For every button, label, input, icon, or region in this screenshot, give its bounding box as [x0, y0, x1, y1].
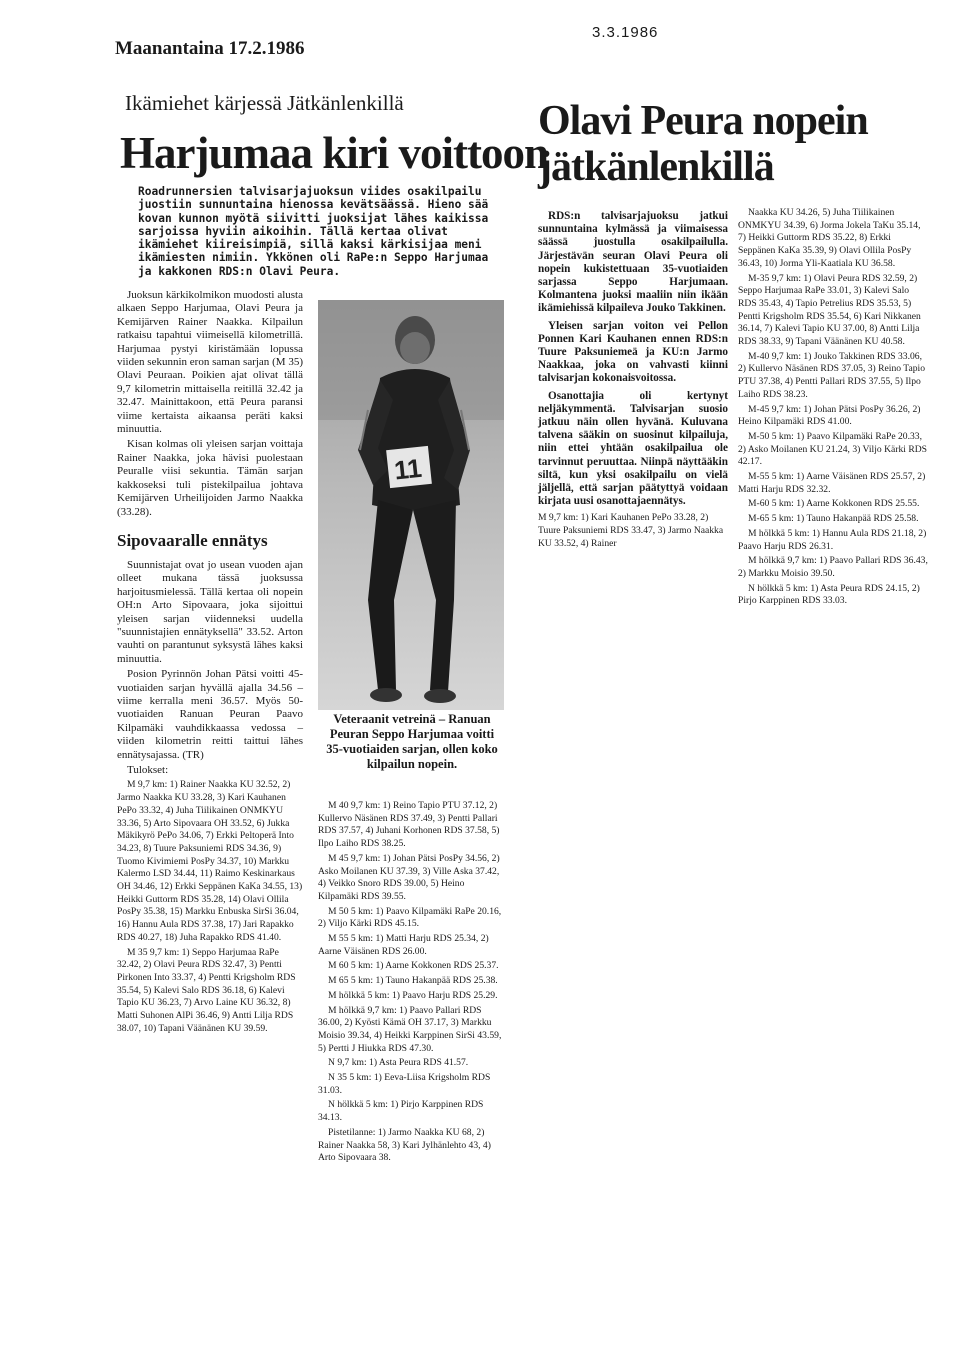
results-paragraph: M hölkkä 5 km: 1) Hannu Aula RDS 21.18, 2) Paavo Harju RDS 26.31. [738, 527, 927, 552]
results-paragraph: M-35 9,7 km: 1) Olavi Peura RDS 32.59, 2) Seppo Harjumaa RaPe 33.01, 3) Kalevi Salo RDS 35.43, 4) Tapio Petrelius RDS 35.53, 5) Pentti Krigsholm RDS 35.54, 6) Kari Nikkanen 36.14, 7) Kalevi Tapio KU 37.00, 8) Antti Lilja RDS 38.33, 9) Tapani Väänänen KU 40.58. [738, 272, 921, 348]
results-paragraph: N hölkkä 5 km: 1) Asta Peura RDS 24.15, 2) Pirjo Karppinen RDS 33.03. [738, 582, 920, 607]
left-article-column-2 [318, 800, 504, 1167]
right-article-column-1 [538, 210, 728, 555]
left-article-kicker: Ikämiehet kärjessä Jätkänlenkillä [125, 91, 404, 115]
results-paragraph: M hölkkä 9,7 km: 1) Paavo Pallari RDS 36.43, 2) Markku Moisio 39.50. [738, 555, 928, 579]
body-paragraph: Suunnistajat ovat jo usean vuoden ajan olleet mukana tässä juoksussa harjoitusmielessä. Tällä kertaa oli nopein OH:n Arto Sipovaara, joka sijoittui yleisen sarjan viidenneksi uudella "suunnistajien ennätyksellä" 33.52. Arton vauhti on parantunut syksystä lähes kaksi minuuttia. [117, 558, 303, 665]
results-paragraph: M-55 5 km: 1) Aarne Väisänen RDS 25.57, 2) Matti Harju RDS 32.32. [738, 471, 926, 495]
results-paragraph: M 50 5 km: 1) Paavo Kilpamäki RaPe 20.16, 2) Viljo Kärki RDS 45.15. [318, 905, 502, 930]
bib-number: 11 [392, 452, 424, 486]
results-label: Tulokset: [127, 764, 169, 776]
results-paragraph: M-65 5 km: 1) Tauno Hakanpää RDS 25.58. [748, 513, 919, 525]
results-paragraph: M 9,7 km: 1) Kari Kauhanen PePo 33.28, 2) Tuure Paksuniemi RDS 33.47, 3) Jarmo Naakka KU 33.52, 4) Rainer [538, 512, 724, 549]
subheading: Sipovaaralle ennätys [117, 530, 268, 550]
right-article-column-2 [738, 207, 928, 610]
results-paragraph: M hölkkä 5 km: 1) Paavo Harju RDS 25.29. [328, 989, 498, 1001]
left-article-headline: Harjumaa kiri voittoon [120, 128, 548, 178]
lead-paragraph: Yleisen sarjan voiton vei Pellon Ponnen Kari Kauhanen ennen RDS:n Tuure Paksuniemeä ja KU:n Jarmo Naakkaa, joka on vahvasti kiinni talvisarjan kokonaisvoitossa. [538, 319, 728, 385]
results-paragraph: M 60 5 km: 1) Aarne Kokkonen RDS 25.37. [328, 960, 499, 972]
results-paragraph: M hölkkä 9,7 km: 1) Paavo Pallari RDS 36.00, 2) Kyösti Kämä OH 37.17, 3) Markku Moisio 39.34, 4) Heikki Karppinen SirSi 43.59, 5) Pertti J Hiukka RDS 47.30. [318, 1004, 502, 1054]
results-paragraph: Naakka KU 34.26, 5) Juha Tiilikainen ONMKYU 34.39, 6) Jorma Jokela TaKu 35.14, 7) Heikki Guttorm RDS 35.22, 8) Erkki Seppänen KaKa 35.39, 9) Olavi Ollila PosPy 36.43, 10) Jorma Yli-Kaatiala KU 36.58. [738, 207, 921, 269]
results-paragraph: M 35 9,7 km: 1) Seppo Harjumaa RaPe 32.42, 2) Olavi Peura RDS 32.47, 3) Pentti Pirkonen Into 33.37, 4) Pentti Krigsholm RDS 35.54, 5) Kalevi Salo RDS 36.18, 6) Kalevi Tapio KU 36.23, 7) Arvo Laine KU 36.32, 8) Matti Suhonen AlPi 36.46, 9) Antti Lilja RDS 38.07, 10) Tapani Väänänen KU 39.59. [117, 946, 296, 1034]
body-paragraph: Kisan kolmas oli yleisen sarjan voittaja Rainer Naakka, joka hävisi puolestaan Peuralle viisi sekuntia. Tämän sarjan kakkoseksi tuli pistekilpailua johtava Kemijärven Urheilijoiden Jarmo Naakka (33.28). [117, 438, 303, 518]
left-article-column-1 [117, 289, 303, 1037]
photo-caption: Veteraanit vetreinä – Ranuan Peuran Seppo Harjumaa voitti 35-vuotiaiden sarjan, ollen koko kilpailun nopein. [326, 712, 498, 771]
results-paragraph: M-45 9,7 km: 1) Johan Pätsi PosPy 36.26, 2) Heino Kilpamäki RDS 41.00. [738, 403, 921, 428]
results-paragraph: M 55 5 km: 1) Matti Harju RDS 25.34, 2) Aarne Väisänen RDS 26.00. [318, 933, 489, 957]
results-paragraph: M-60 5 km: 1) Aarne Kokkonen RDS 25.55. [748, 498, 920, 510]
right-article-headline [538, 98, 898, 190]
results-paragraph: M 9,7 km: 1) Rainer Naakka KU 32.52, 2) Jarmo Naakka KU 33.28, 3) Kari Kauhanen PePo 33.32, 4) Juha Tiilikainen ONMKYU 33.36, 5) Arto Sipovaara OH 33.52, 6) Jukka Mäkikyrö PePo 34.06, 7) Erkki Peltoperä Into 34.23, 8) Tuure Paksuniemi RDS 34.36, 9) Tuomo Kivimiemi PosPy 34.37, 10) Markku Kalermo LSD 34.44, 11) Raimo Keskinarkaus OH 34.46, 12) Erkki Seppänen KaKa 34.55, 13) Heikki Guttorm RDS 35.28, 14) Olavi Ollila PosPy 35.38, 15) Markku Enbuska SirSi 36.04, 16) Hannu Aula RDS 37.38, 17) Jari Rapakko RDS 40.27, 18) Juha Rapakko RDS 41.40. [117, 779, 303, 943]
lead-paragraph: Osanottajia oli kertynyt neljäkymmentä. Talvisarjan suosio jatkuu näin ollen hyvänä. Kuluvana talvena sääkin on suosinut kilpailuja, niin ettei yhtään osakilpailua ole tarvinnut peruuttaa. Niinpä näyttääkin siltä, kun yksi osakilpailu on vielä jäljellä, että sarjan päätyttyä voidaan kirjata uusi osanottajaennätys. [538, 389, 728, 508]
results-paragraph: Pistetilanne: 1) Jarmo Naakka KU 68, 2) Rainer Naakka 58, 3) Kari Jylhänlehto 43, 4) Arto Sipovaara 38. [318, 1126, 491, 1164]
results-paragraph: N hölkkä 5 km: 1) Pirjo Karppinen RDS 34.13. [318, 1099, 484, 1124]
runner-photo [318, 300, 504, 710]
body-paragraph: Juoksun kärkikolmikon muodosti alusta alkaen Seppo Harjumaa, Olavi Peura ja Kemijärven Rainer Naakka. Kilpailun ratkaisu tapahtui viimeisellä kilometrillä. Harjumaa pystyi kiristämään lopussa viiden sekunnin eron saman sarjan (M 35) Olavi Peuraan. Poikien ajat olivat tällä 9,7 kilometrin mittaisella reitillä 32.42 ja 32.47. Mainittakoon, että Peura paransi viime kertaista aikaansa peräti kaksi minuuttia. [117, 289, 303, 436]
results-paragraph: M 65 5 km: 1) Tauno Hakanpää RDS 25.38. [328, 975, 498, 987]
results-paragraph: M 40 9,7 km: 1) Reino Tapio PTU 37.12, 2) Kullervo Näsänen RDS 37.49, 3) Pentti Pallari RDS 37.57, 4) Juhani Korhonen RDS 37.58, 5) Ilpo Laiho RDS 38.25. [318, 800, 500, 850]
runner-photo-image [318, 300, 504, 710]
left-article-lead: Roadrunnersien talvisarjajuoksun viides osakilpailu juostiin sunnuntaina hienossa kevätsäässä. Hieno sää kovan kunnon myötä siivitti juoksijat lähes kaikissa sarjoissa hyviin aikoihin. Tällä kertaa olivat ikämiehet kiireisimpiä, sillä kaksi kärkisijaa meni ikämiesten nimiin. Ykkönen oli RaPe:n Seppo Harjumaa ja kakkonen RDS:n Olavi Peura. [138, 185, 489, 278]
left-article-date: Maanantaina 17.2.1986 [115, 38, 305, 59]
results-paragraph: N 9,7 km: 1) Asta Peura RDS 41.57. [328, 1057, 469, 1069]
lead-paragraph: RDS:n talvisarjajuoksu jatkui sunnuntaina kylmässä ja viimaisessa säässä juostulla osakilpailulla. Järjestävän seuran Olavi Peura oli nopein kukistettuaan 35-vuotiaiden sarjassa Seppo Harjumaan. Kolmantena juoksi maaliin niin ikään ikämiehissä kilpaileva Jouko Takkinen. [538, 210, 728, 315]
results-paragraph: M-40 9,7 km: 1) Jouko Takkinen RDS 33.06, 2) Kullervo Näsänen RDS 37.05, 3) Reino Tapio PTU 37.38, 4) Pentti Pallari RDS 37.55, 5) Ilpo Laiho RDS 38.23. [738, 350, 926, 400]
results-paragraph: N 35 5 km: 1) Eeva-Liisa Krigsholm RDS 31.03. [318, 1072, 491, 1096]
right-article-headline-text: Olavi Peura nopein jätkänlenkillä [538, 98, 868, 190]
right-article-date: 3.3.1986 [592, 24, 659, 41]
body-paragraph: Posion Pyrinnön Johan Pätsi voitti 45-vuotiaiden sarjan hyvällä ajalla 34.56 – viime kerralla meni 36.57. Myös 50-vuotiaiden Ranuan Peuran Paavo Kilpamäki vauhdikkaassa vedossa – viiden kilometrin reitti taittui lähes ennätysajassa. (TR) [117, 668, 303, 761]
results-paragraph: M 45 9,7 km: 1) Johan Pätsi PosPy 34.56, 2) Asko Moilanen KU 37.39, 3) Ville Aska 37.42, 4) Veikko Snoro RDS 39.00, 5) Heino Kilpamäki RDS 39.55. [318, 852, 500, 902]
results-paragraph: M-50 5 km: 1) Paavo Kilpamäki RaPe 20.33, 2) Asko Moilanen KU 21.24, 3) Viljo Kärki RDS 42.17. [738, 430, 927, 468]
